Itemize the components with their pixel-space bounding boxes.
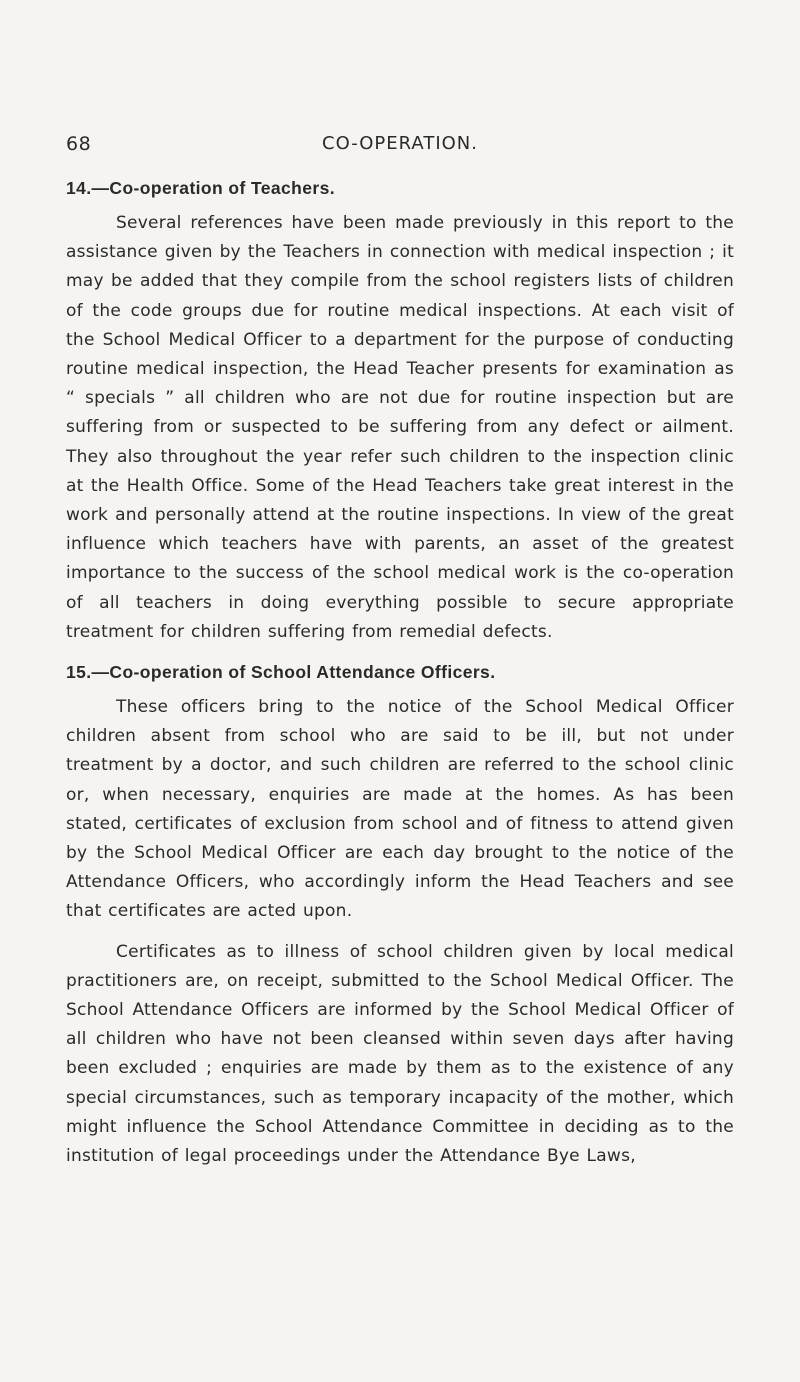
section-heading: 15.—Co-operation of School Attendance Officers.	[66, 662, 496, 683]
page-body	[66, 176, 734, 1171]
section-attendance-officers	[66, 660, 734, 1171]
paragraph: Certificates as to illness of school children given by local medical practitioners are, on receipt, submitted to the School Medical Officer. The School Attendance Officers are informed by the School Medical Officer of all children who have not been cleansed within seven days after having been excluded ; enquiries are made by them as to the existence of any special circumstances, such as temporary incapacity of the mother, which might influence the School Attendance Committee in deciding as to the institution of legal proceedings under the Attendance Bye Laws,	[66, 941, 734, 1167]
page-number: 68	[66, 133, 92, 155]
paragraph: These officers bring to the notice of the School Medical Officer children absent from school who are said to be ill, but not under treatment by a doctor, and such children are referred to the school clinic or, when necessary, enquiries are made at the homes. As has been stated, certificates of exclusion from school and of fitness to attend given by the School Medical Officer are each day brought to the notice of the Attendance Officers, who accordingly inform the Head Teachers and see that certificates are acted upon.	[66, 697, 734, 922]
section-teachers	[66, 176, 734, 647]
running-head: CO-OPERATION.	[322, 133, 478, 154]
paragraph: Several references have been made previously in this report to the assistance given by the Teachers in connection with medical inspection ; it may be added that they compile from the school registers lists of children of the code groups due for routine medical inspections. At each visit of the School Medical Officer to a department for the purpose of conducting routine medical inspection, the Head Teacher presents for examination as “ specials ” all children who are not due for routine inspection but are suffering from or suspected to be suffering from any defect or ailment. They also throughout the year refer such children to the inspection clinic at the Health Office. Some of the Head Teachers take great interest in the work and personally attend at the routine inspections. In view of the great influence which teachers have with parents, an asset of the greatest importance to the success of the school medical work is the co-operation of all teachers in doing everything possible to secure appropriate treatment for children suffering from remedial defects.	[66, 213, 734, 642]
section-heading: 14.—Co-operation of Teachers.	[66, 178, 335, 198]
page-header	[66, 133, 734, 163]
